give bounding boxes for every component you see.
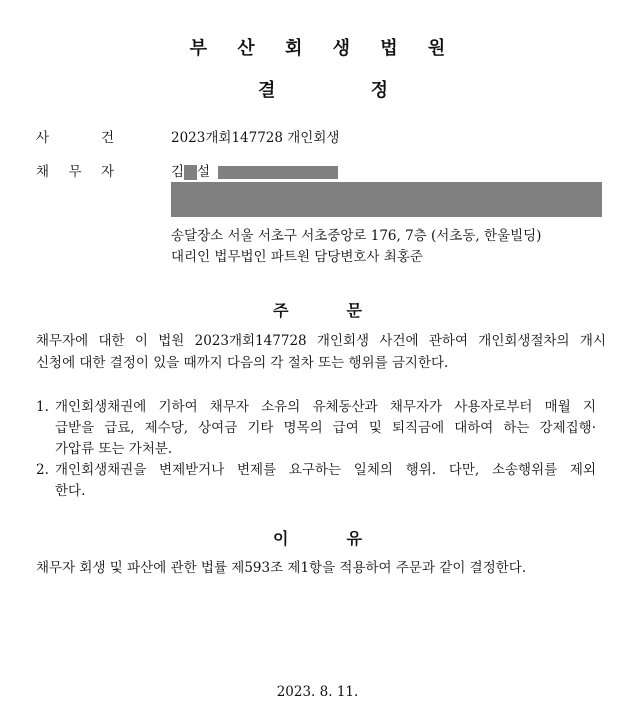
debtor-label-char: 무 [68, 164, 82, 180]
debtor-name-last: 설 [197, 164, 211, 180]
order-item-line: 급받을 급료, 제수당, 상여금 기타 명목의 급여 및 퇴직금에 대하여 하는 강제집행· [55, 420, 596, 436]
order-item [36, 460, 596, 504]
court-name: 부 산 회 생 법 원 [189, 38, 458, 59]
order-item [36, 397, 596, 463]
order-intro-line: 채무자에 대한 이 법원 2023개회147728 개인회생 사건에 관하여 개인회생절차의 개시 [36, 333, 606, 349]
service-address: 송달장소 서울 서초구 서초중앙로 176, 7층 (서초동, 한울빌딩) [171, 228, 542, 244]
order-item-line: 한다. [55, 483, 86, 499]
case-label-char: 사 [36, 130, 50, 146]
order-item-line: 개인회생채권을 변제받거나 변제를 요구하는 일체의 행위. 다만, 소송행위를 제외 [55, 462, 596, 478]
debtor-name [171, 160, 338, 180]
debtor-name-first: 김 [171, 164, 185, 180]
order-item-number: 1. [36, 399, 49, 415]
id-redaction [218, 166, 338, 179]
address-redaction [171, 182, 602, 217]
name-redaction [184, 165, 197, 180]
reason-heading-char: 이 [273, 529, 289, 548]
debtor-label-char: 채 [36, 164, 50, 180]
document-title-char: 결 [258, 80, 276, 101]
document-title-char: 정 [370, 80, 388, 101]
order-intro-line: 신청에 대한 결정이 있을 때까지 다음의 각 절차 또는 행위를 금지한다. [36, 355, 449, 371]
order-heading-char: 문 [346, 301, 362, 320]
case-label [36, 126, 114, 146]
order-item-line: 개인회생채권에 기하여 채무자 소유의 유체동산과 채무자가 사용자로부터 매월 지 [55, 399, 596, 415]
order-item-number: 2. [36, 462, 49, 478]
reason-text: 채무자 회생 및 파산에 관한 법률 제593조 제1항을 적용하여 주문과 같이 결정한다. [36, 560, 527, 576]
case-label-char: 건 [100, 130, 114, 146]
debtor-label [36, 160, 114, 180]
debtor-label-char: 자 [100, 164, 114, 180]
document-title [258, 76, 388, 102]
decision-date: 2023. 8. 11. [276, 684, 359, 700]
case-number: 2023개회147728 개인회생 [171, 130, 340, 146]
order-heading [0, 298, 635, 321]
representative: 대리인 법무법인 파트원 담당변호사 최홍준 [171, 249, 423, 265]
reason-heading-char: 유 [346, 529, 362, 548]
order-heading-char: 주 [273, 301, 289, 320]
reason-heading [0, 526, 635, 549]
order-item-line: 가압류 또는 가처분. [55, 441, 173, 457]
